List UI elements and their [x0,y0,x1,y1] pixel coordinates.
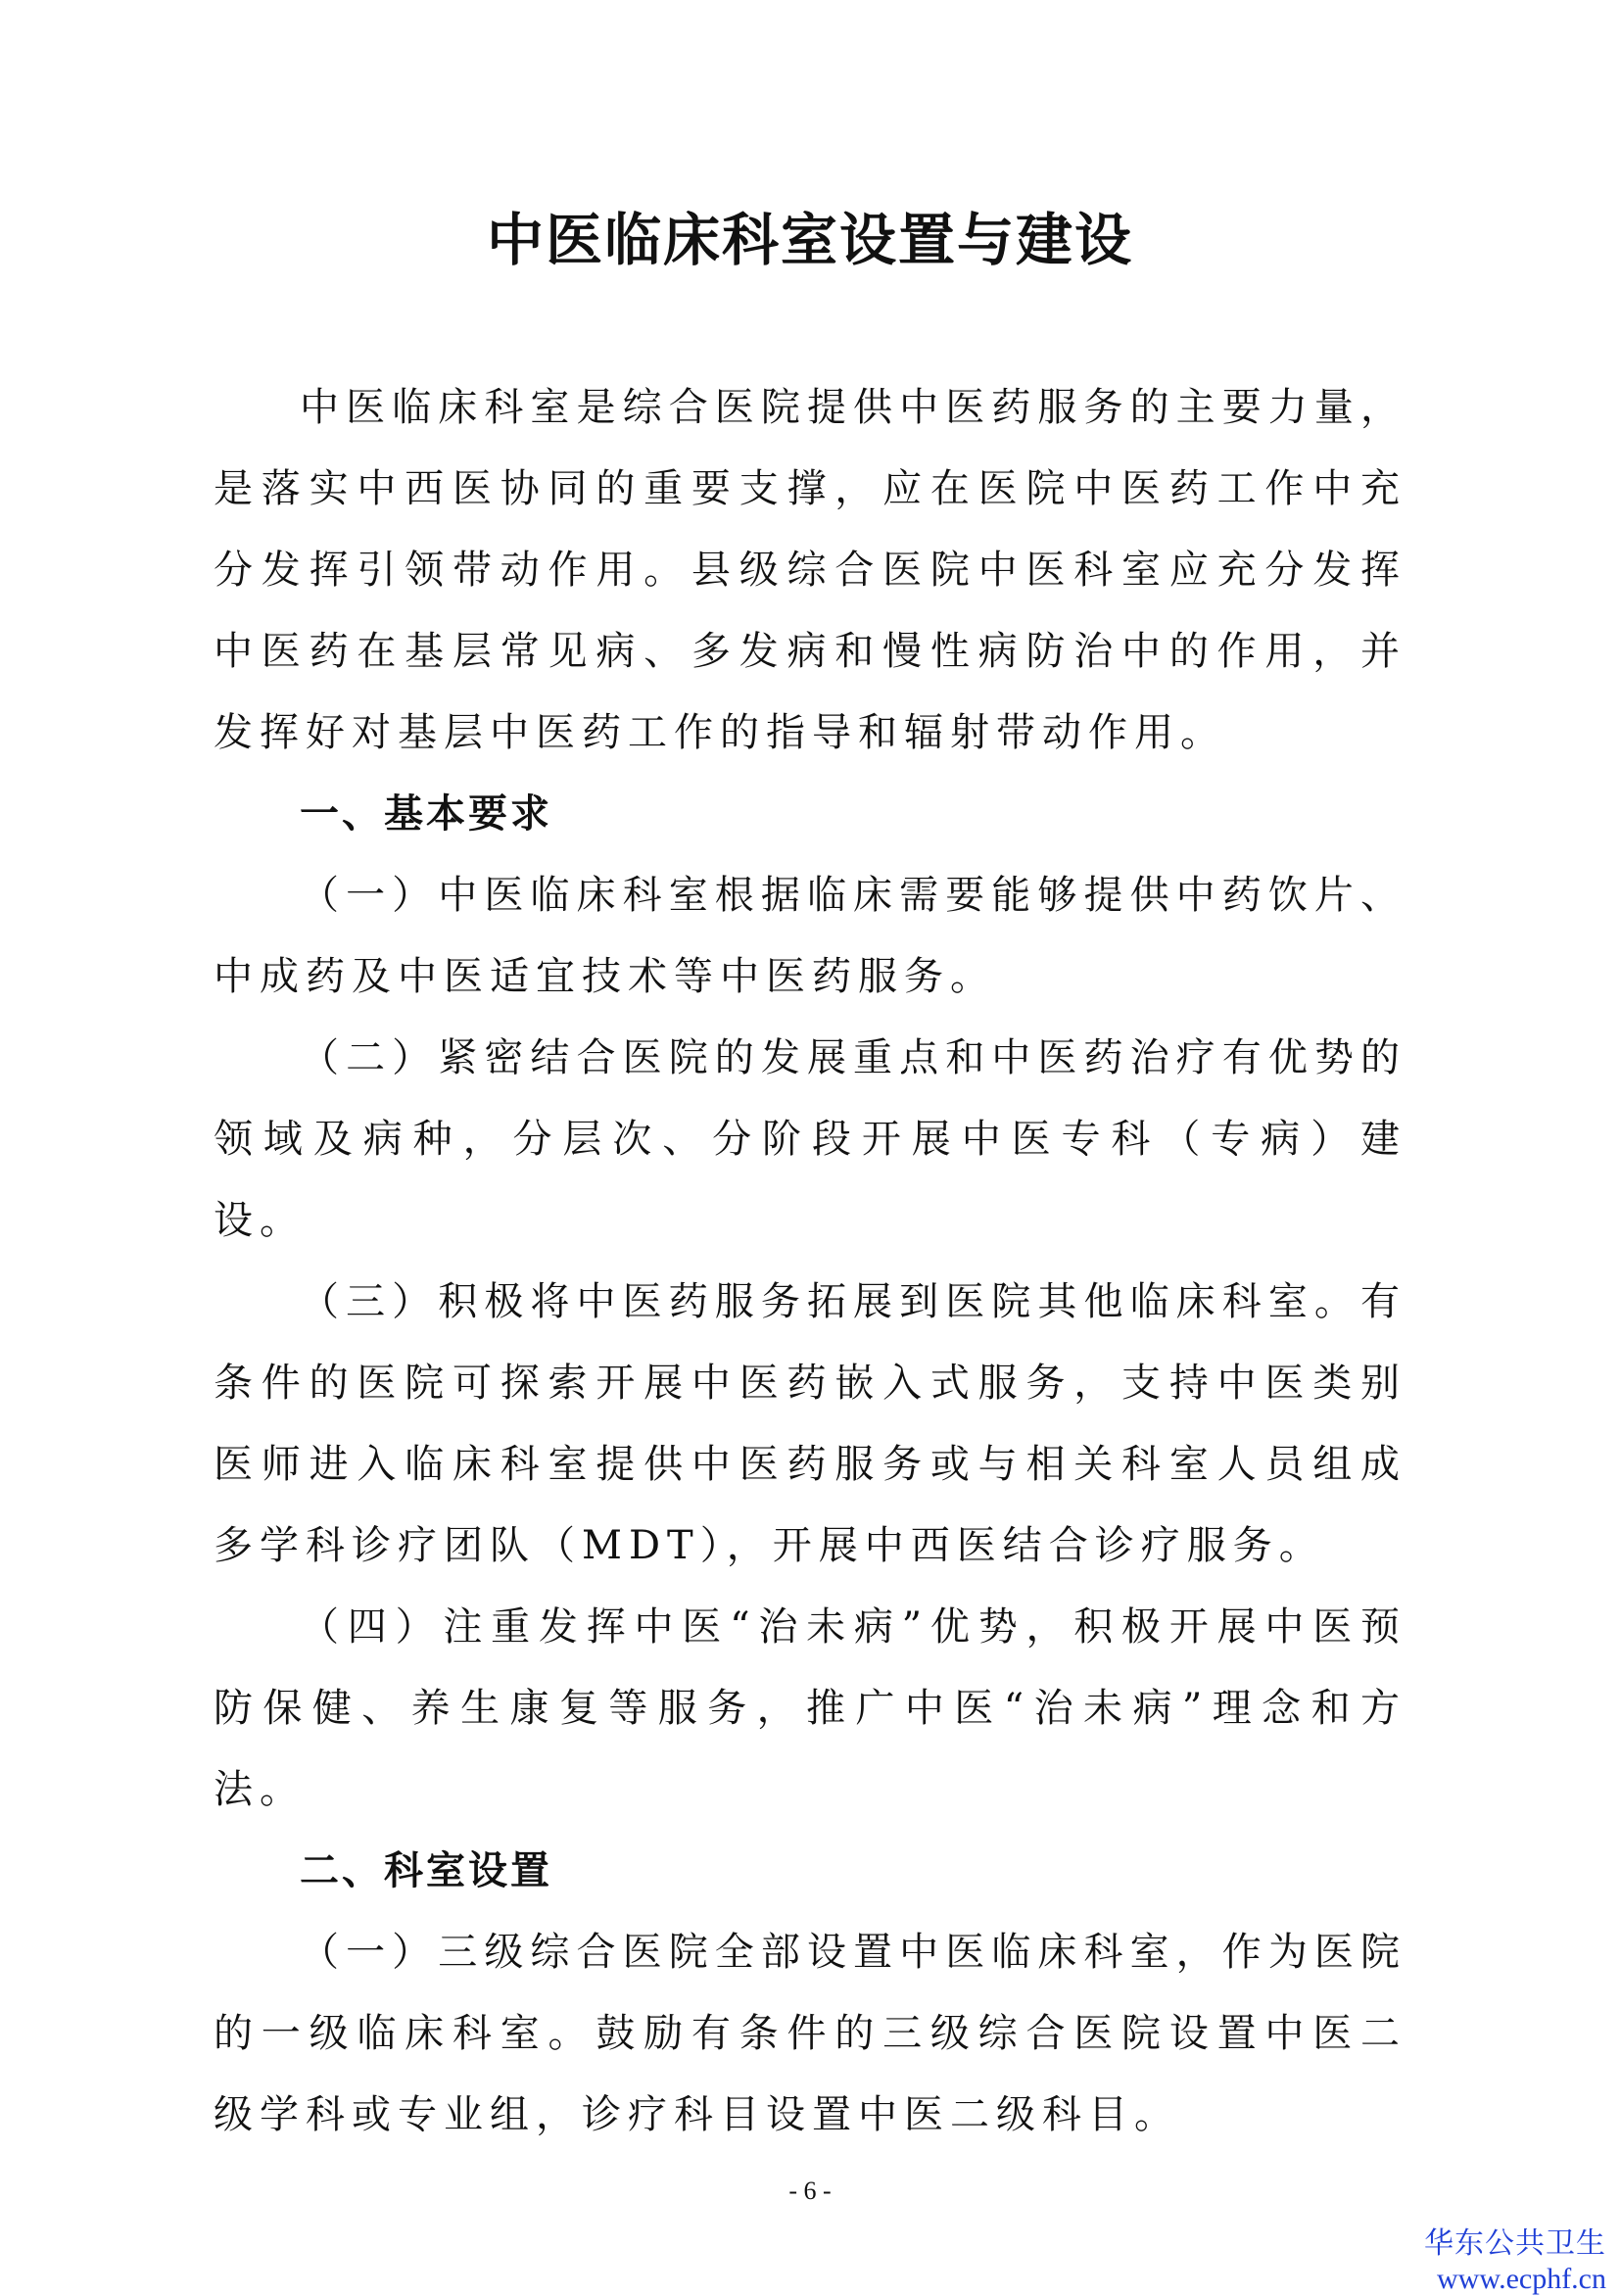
requirement-item-4: （四）注重发挥中医“治未病”优势，积极开展中医预防保健、养生康复等服务，推广中医“治未病”理念和方法。 [214,1604,1406,1812]
watermark [1424,2225,1606,2296]
watermark-url[interactable]: www.ecphf.cn [1437,2263,1606,2295]
intro-paragraph: 中医临床科室是综合医院提供中医药服务的主要力量，是落实中西医协同的重要支撑，应在医院中医药工作中充分发挥引领带动作用。县级综合医院中医科室应充分发挥中医药在基层常见病、多发病和慢性病防治中的作用，并发挥好对基层中医药工作的指导和辐射带动作用。 [214,385,1406,755]
watermark-name: 华东公共卫生 [1424,2226,1606,2261]
page-number: - 6 - [788,2176,832,2205]
requirement-item-3: （三）积极将中医药服务拓展到医院其他临床科室。有条件的医院可探索开展中医药嵌入式服务，支持中医类别医师进入临床科室提供中医药服务或与相关科室人员组成多学科诊疗团队（MDT），开展中西医结合诊疗服务。 [214,1279,1406,1568]
document-title: 中医临床科室设置与建设 [486,207,1133,273]
setup-item-1: （一）三级综合医院全部设置中医临床科室，作为医院的一级临床科室。鼓励有条件的三级综合医院设置中医二级学科或专业组，诊疗科目设置中医二级科目。 [214,1930,1406,2137]
section-heading-department-setup: 二、科室设置 [300,1848,552,1893]
document-body [214,367,1406,2156]
requirement-item-1: （一）中医临床科室根据临床需要能够提供中药饮片、中成药及中医适宜技术等中医药服务。 [214,873,1406,999]
section-heading-basic-requirements: 一、基本要求 [300,791,552,837]
requirement-item-2: （二）紧密结合医院的发展重点和中医药治疗有优势的领域及病种，分层次、分阶段开展中医专科（专病）建设。 [214,1035,1406,1243]
